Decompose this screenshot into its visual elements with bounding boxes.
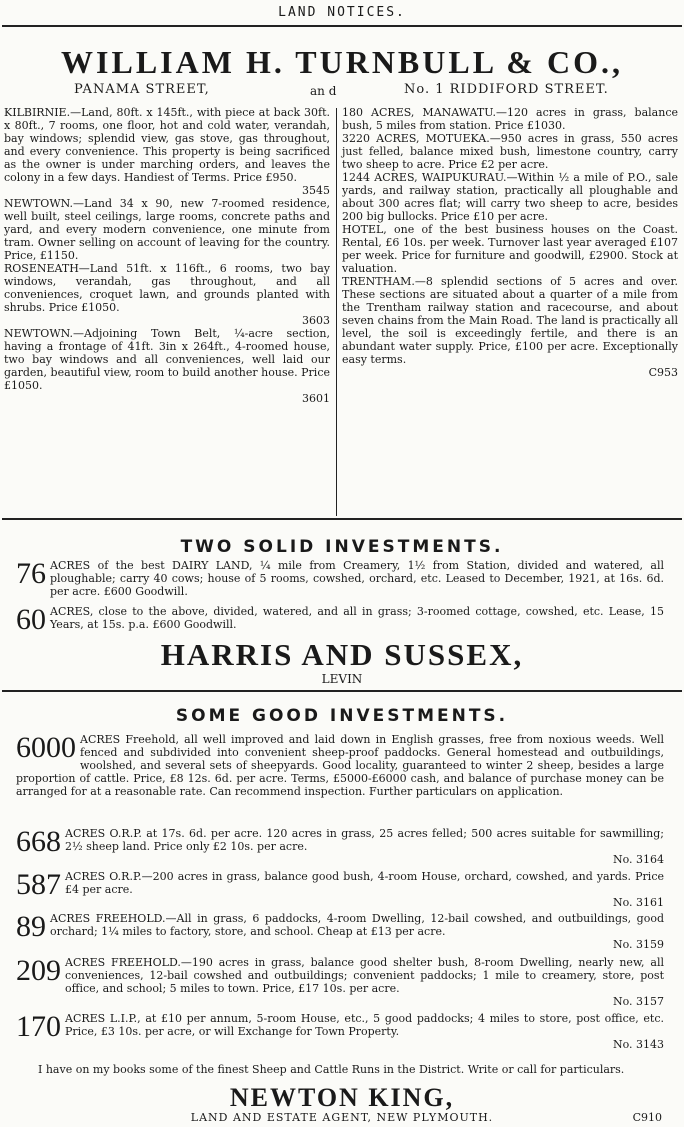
- listing-ref: 3603: [302, 314, 330, 327]
- listing-text: TRENTHAM.—8 splendid sections of 5 acres and over. These sections are situated about a quarter of a mile from the Trentham railway station and racecourse, and about seven chains from the Main Road. The land is practically all level, the soil is exceedingly fertile, and there is an abundant water supply. Price, £100 per acre. Exceptionally easy terms.: [342, 275, 678, 366]
- firm-address-left: PANAMA STREET,: [74, 82, 210, 97]
- investment-item: [16, 559, 664, 598]
- acreage-number: 170: [16, 1010, 61, 1043]
- acreage-number: 76: [16, 557, 46, 590]
- listing-ref: 3545: [302, 184, 330, 197]
- investment-item: [16, 912, 664, 951]
- investment-item: [16, 605, 664, 634]
- section-heading-some-good: SOME GOOD INVESTMENTS.: [175, 706, 509, 726]
- acreage-number: 209: [16, 954, 61, 987]
- listing: [4, 106, 330, 197]
- listing: [4, 197, 330, 262]
- top-rule: [2, 25, 682, 27]
- investment-item: [16, 1012, 664, 1051]
- firm-address-right: No. 1 RIDDIFORD STREET.: [404, 82, 609, 97]
- investment-text: ACRES O.R.P.—200 acres in grass, balance good bush, 4-room House, orchard, cowshed, and yards. Price £4 per acre.: [65, 870, 664, 896]
- investment-item: [16, 733, 664, 798]
- firm-subtitle: LAND AND ESTATE AGENT, NEW PLYMOUTH.: [190, 1111, 494, 1124]
- investment-item: [16, 870, 664, 909]
- investment-text: ACRES of the best DAIRY LAND, ¼ mile from Creamery, 1½ from Station, divided and watered, all ploughable; carry 40 cows; house of 5 rooms, cowshed, orchard, etc. Leased to December, 1921, at 16s. 6d. per acre. £600 Goodwill.: [50, 559, 664, 598]
- acreage-number: 60: [16, 603, 46, 636]
- acreage-number: 668: [16, 825, 61, 858]
- right-column: [342, 106, 678, 379]
- section-heading-two-solid: TWO SOLID INVESTMENTS.: [180, 537, 504, 557]
- investment-item: [16, 827, 664, 866]
- page-header: LAND NOTICES.: [278, 5, 406, 20]
- column-divider: [336, 108, 337, 516]
- section-rule: [2, 518, 682, 520]
- investment-text: ACRES FREEHOLD.—All in grass, 6 paddocks, 4-room Dwelling, 12-bail cowshed, and outbuildings, good orchard; 1¼ miles to factory, store, and school. Cheap at £13 per acre.: [50, 912, 664, 938]
- listing: [4, 262, 330, 327]
- investment-ref: No. 3157: [612, 995, 664, 1008]
- listing: [4, 327, 330, 405]
- left-column: [4, 106, 330, 405]
- closing-note: I have on my books some of the finest Sheep and Cattle Runs in the District. Write or call for particulars.: [38, 1063, 625, 1076]
- investment-text: ACRES O.R.P. at 17s. 6d. per acre. 120 acres in grass, 25 acres felled; 500 acres suitable for sawmilling; 2½ sheep land. Price only £2 10s. per acre.: [65, 827, 664, 853]
- listing-text: KILBIRNIE.—Land, 80ft. x 145ft., with piece at back 30ft. x 80ft., 7 rooms, one floor, hot and cold water, verandah, bay windows; splendid view, gas stove, gas throughout, and every convenience. This property is being sacrificed as the owner is under marching orders, and leaves the colony in a few days. Handiest of Terms. Price £950.: [4, 106, 330, 184]
- listing-ref: 3601: [302, 392, 330, 405]
- listing-text: ROSENEATH—Land 51ft. x 116ft., 6 rooms, two bay windows, verandah, gas throughout, and all conveniences, croquet lawn, and grounds planted with shrubs. Price £1050.: [4, 262, 330, 314]
- listing-text: 3220 ACRES, MOTUEKA.—950 acres in grass, 550 acres just felled, balance mixed bush, limestone country, carry two sheep to acre. Price £2 per acre.: [342, 132, 678, 171]
- listing-text: NEWTOWN.—Adjoining Town Belt, ¼-acre section, having a frontage of 41ft. 3in x 264ft., 4-roomed house, two bay windows and all conveniences, well laid our garden, beautiful view, room to build another house. Price £1050.: [4, 327, 330, 392]
- acreage-number: 89: [16, 910, 46, 943]
- acreage-number: 587: [16, 868, 61, 901]
- investment-ref: No. 3164: [612, 853, 664, 866]
- investment-ref: No. 3143: [612, 1038, 664, 1051]
- firm-name-newton-king: NEWTON KING,: [229, 1083, 455, 1112]
- investment-ref: No. 3159: [612, 938, 664, 951]
- listing-ref: C953: [648, 366, 678, 379]
- investment-ref: No. 3161: [612, 896, 664, 909]
- firm-address-and: an d: [310, 84, 337, 98]
- listing-text: 1244 ACRES, WAIPUKURAU.—Within ½ a mile of P.O., sale yards, and railway station, practically all ploughable and about 300 acres flat; will carry two sheep to acre, besides 200 big bullocks. Price £10 per acre.: [342, 171, 678, 223]
- listing-text: HOTEL, one of the best business houses on the Coast. Rental, £6 10s. per week. Turnover last year averaged £107 per week. Price for furniture and goodwill, £2900. Stock at valuation.: [342, 223, 678, 275]
- listing-text: NEWTOWN.—Land 34 x 90, new 7-roomed residence, well built, steel ceilings, large rooms, concrete paths and yard, and every modern convenience, one minute from tram. Owner selling on account of leaving for the country. Price, £1150.: [4, 197, 330, 262]
- acreage-number: 6000: [16, 731, 76, 764]
- firm-name-turnbull: WILLIAM H. TURNBULL & CO.,: [61, 44, 623, 80]
- firm-town: LEVIN: [321, 672, 363, 686]
- investment-text: ACRES, close to the above, divided, watered, and all in grass; 3-roomed cottage, cowshed, etc. Lease, 15 Years, at 15s. p.a. £600 Goodwill.: [50, 605, 664, 631]
- investment-item: [16, 956, 664, 1008]
- listing-text: 180 ACRES, MANAWATU.—120 acres in grass, balance bush, 5 miles from station. Price £1030.: [342, 106, 678, 132]
- firm-name-harris: HARRIS AND SUSSEX,: [160, 637, 524, 672]
- ad-code: C910: [632, 1111, 662, 1124]
- section-rule: [2, 690, 682, 692]
- investment-text: ACRES FREEHOLD.—190 acres in grass, balance good shelter bush, 8-room Dwelling, nearly new, all conveniences, 12-bail cowshed and outbuildings; convenient paddocks; 1 mile to creamery, store, post office, and school; 5 miles to town. Price, £17 10s. per acre.: [65, 956, 664, 995]
- investment-text: ACRES L.I.P., at £10 per annum, 5-room House, etc., 5 good paddocks; 4 miles to store, post office, etc. Price, £3 10s. per acre, or will Exchange for Town Property.: [65, 1012, 664, 1038]
- investment-text: ACRES Freehold, all well improved and laid down in English grasses, free from noxious weeds. Well fenced and subdivided into convenient sheep-proof paddocks. General homestead and outbuildings, woolshed, and several sets of sheepyards. Good locality, guaranteed to winter 2 sheep, besides a large proportion of cattle. Price, £8 12s. 6d. per acre. Terms, £5000-£6000 cash, and balance of purchase money can be arranged for at a reasonable rate. Can recommend inspection. Further particulars on application.: [16, 733, 664, 798]
